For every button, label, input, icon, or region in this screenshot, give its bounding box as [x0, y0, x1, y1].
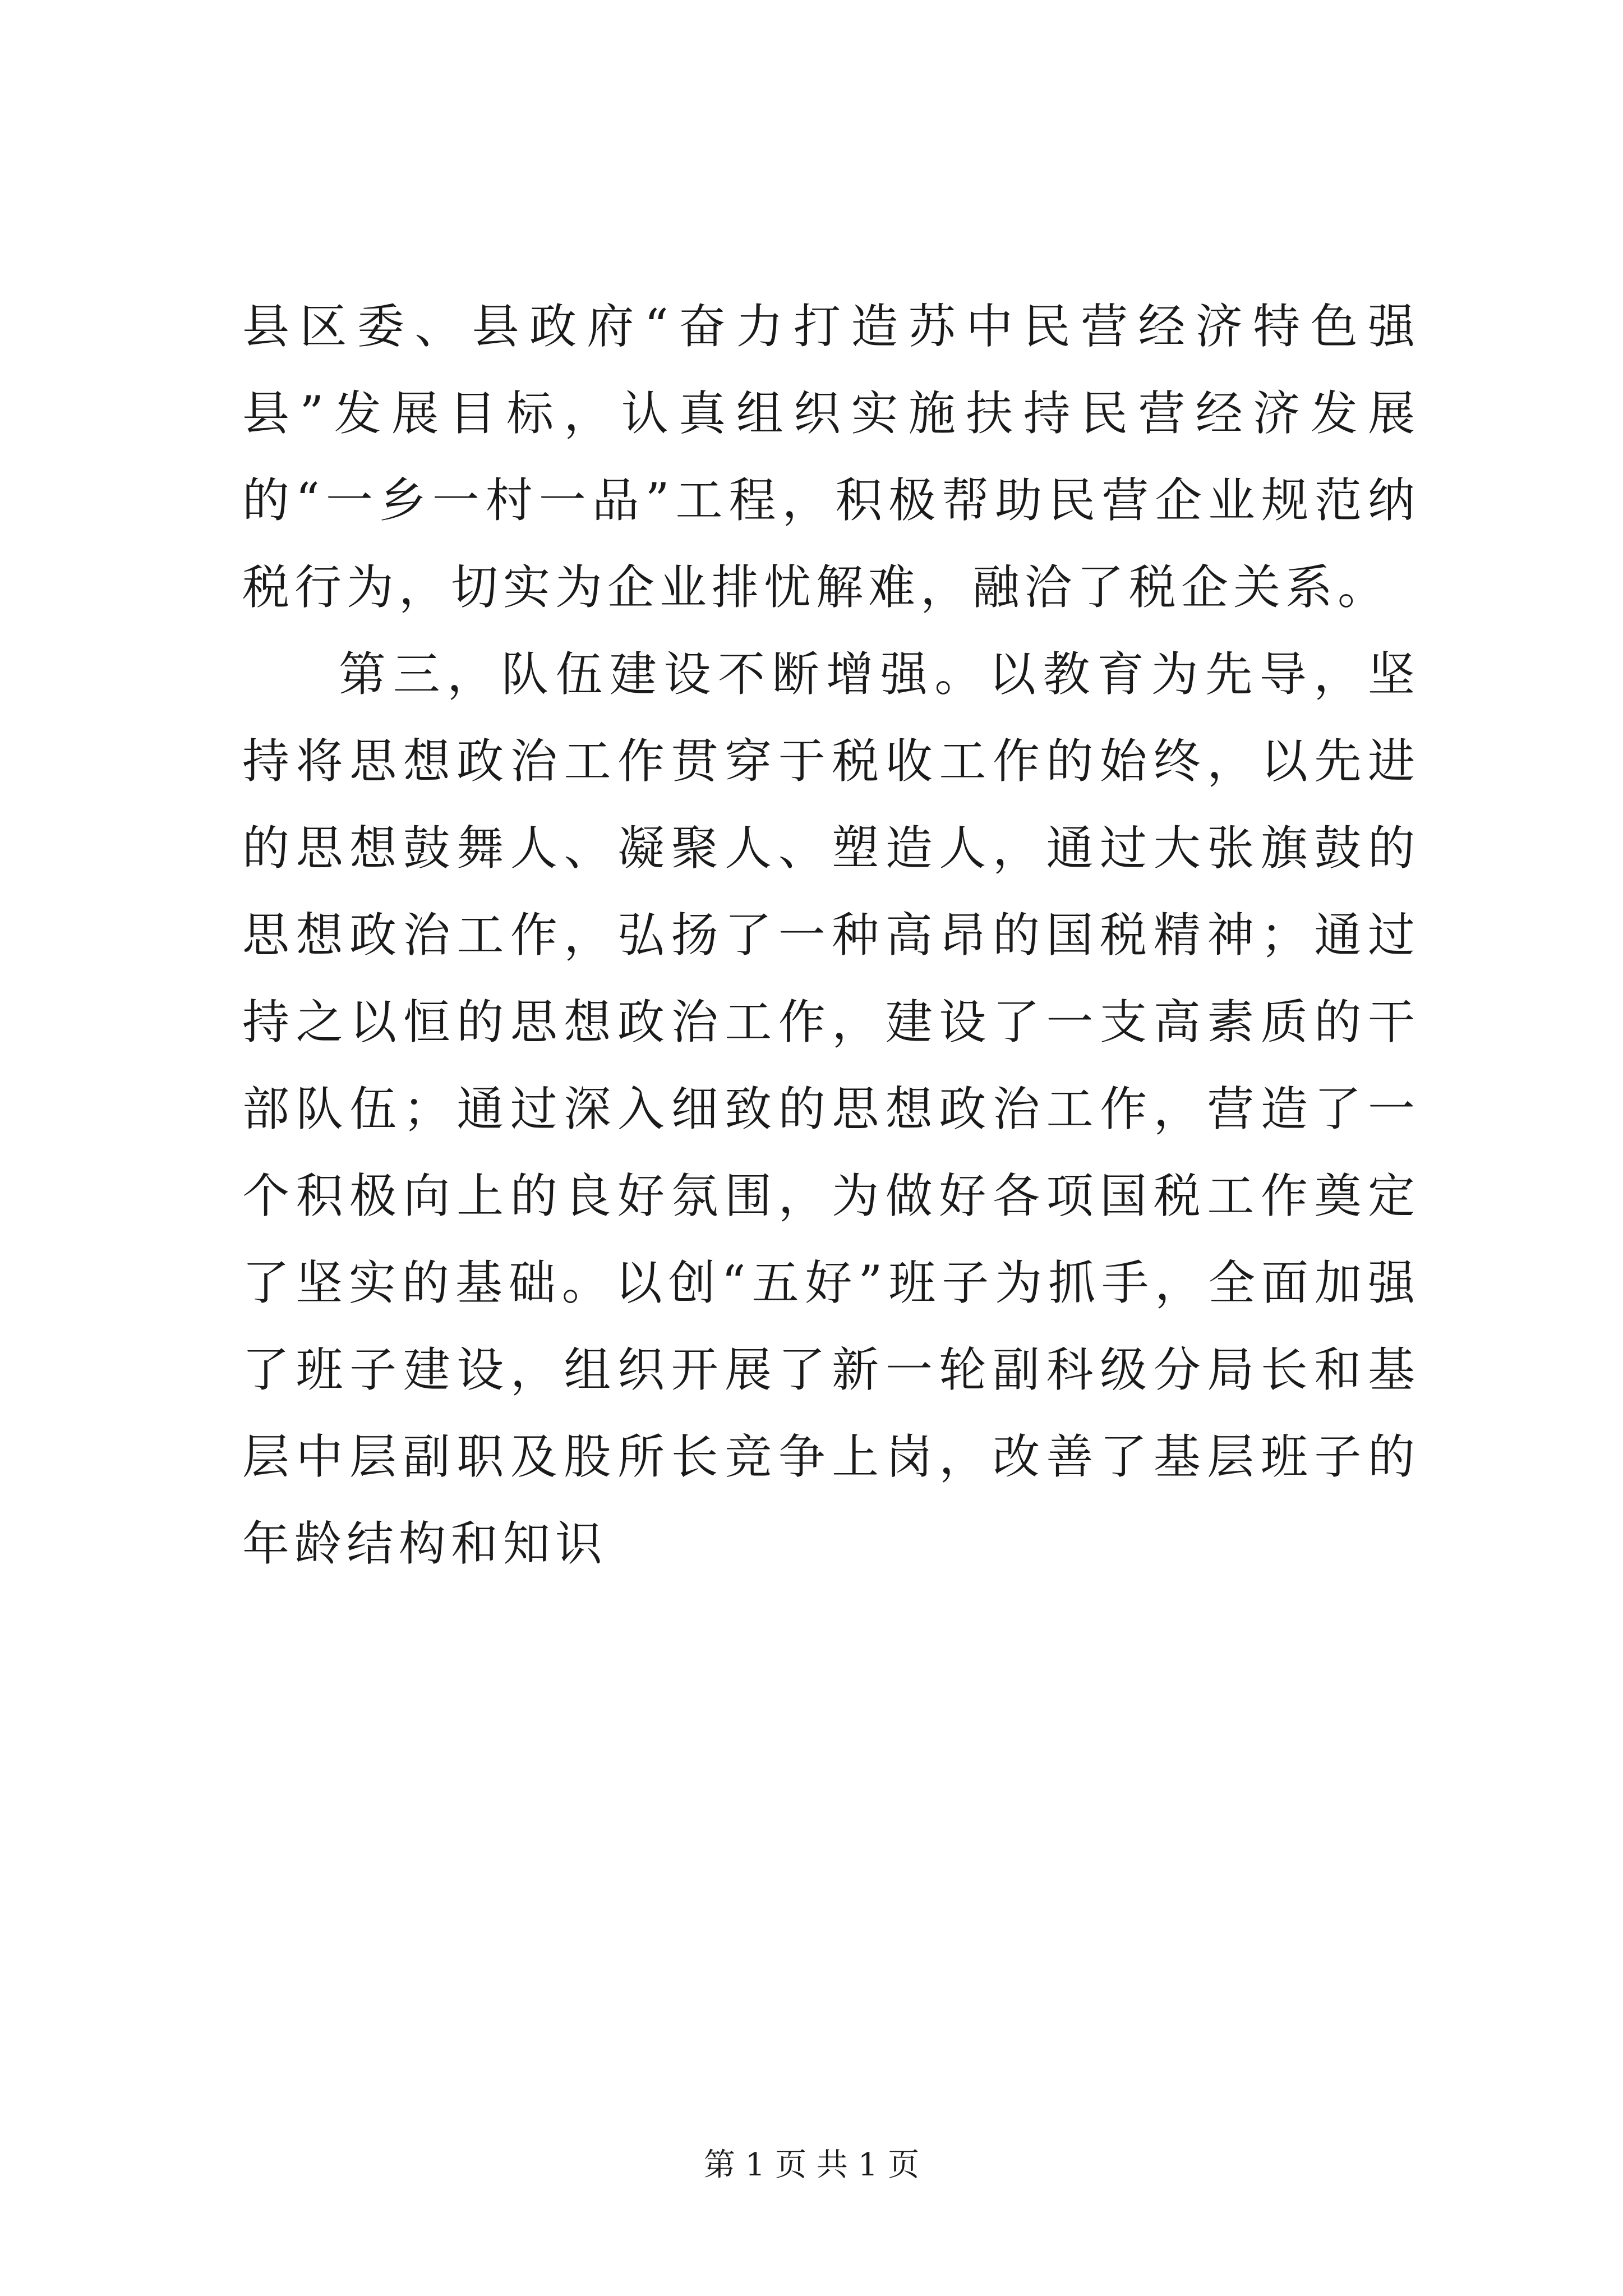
page-footer: 第 1 页 共 1 页 — [703, 2147, 920, 2183]
document-body — [242, 283, 1420, 1588]
paragraph-team-building: 第三，队伍建设不断增强。以教育为先导，坚持将思想政治工作贯穿于税收工作的始终，以先进的思想鼓舞人、凝聚人、塑造人，通过大张旗鼓的思想政治工作，弘扬了一种高昂的国税精神；通过持之以恒的思想政治工作，建设了一支高素质的干部队伍；通过深入细致的思想政治工作，营造了一个积极向上的良好氛围，为做好各项国税工作奠定了坚实的基础。以创“五好”班子为抓手，全面加强了班子建设，组织开展了新一轮副科级分局长和基层中层副职及股所长竞争上岗，改善了基层班子的年龄结构和知识 — [242, 647, 1420, 1571]
paragraph-continuation: 县区委、县政府“奋力打造苏中民营经济特色强县”发展目标，认真组织实施扶持民营经济发展的“一乡一村一品”工程，积极帮助民营企业规范纳税行为，切实为企业排忧解难，融洽了税企关系。 — [242, 299, 1420, 615]
